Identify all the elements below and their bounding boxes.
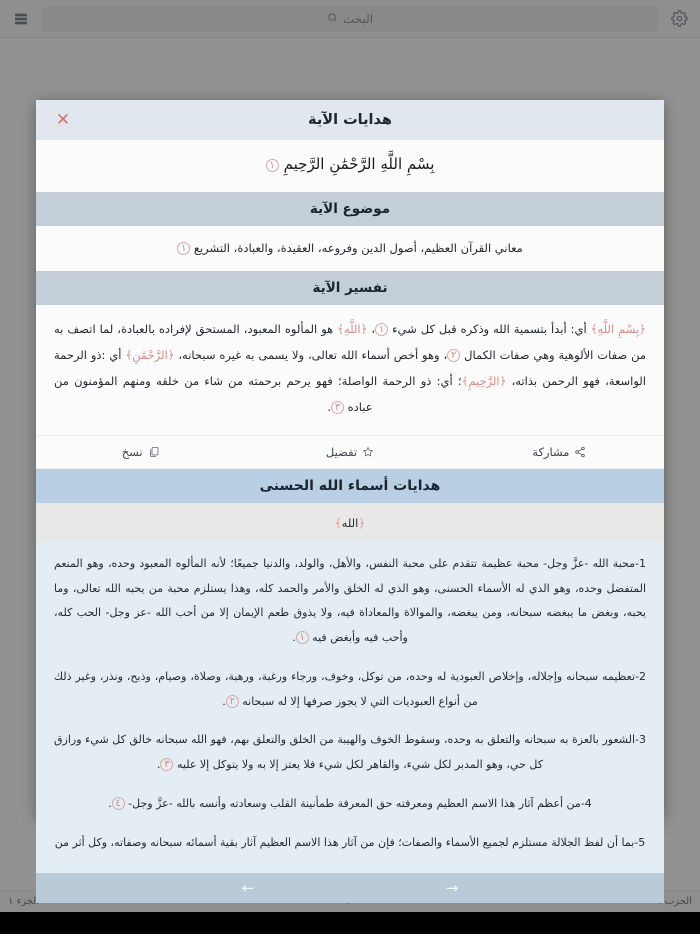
- section-body-tafsir: ﴿بِسْمِ اللَّهِ﴾ أي: أبدأ بتسمية الله وذكره قبل كل شيء ١، ﴿اللَّهِ﴾ هو المألوه المعبود، المستحق لإفراده بالعبادة، لما اتصف به من صفات الألوهية وهي صفات الكمال ٢، وهو أخص أسماء الله تعالى، ولا يسمى به غيره سبحانه، ﴿الرَّحْمَٰنِ﴾ أي :ذو الرحمة الواسعة، فهو الرحمن بذاته، ﴿الرَّحِيمِ﴾؛ أي: ذو الرحمة الواصلة؛ فهو يرحم برحمته من شاء من خلقه ومنهم المؤمنون من عباده ٣.: [36, 305, 664, 435]
- next-arrow-icon[interactable]: →: [445, 878, 459, 897]
- list-item: 5-بما أن لفظ الجلالة مستلزم لجميع الأسماء والصفات؛ فإن من آثار هذا الاسم العظيم آثار بقية أسمائه سبحانه وصفاته، وكل أثر من: [54, 835, 646, 849]
- divine-name-text: الله: [341, 515, 359, 530]
- copy-label: نسخ: [121, 444, 143, 459]
- share-label: مشاركة: [532, 444, 570, 459]
- home-indicator-bar: [0, 912, 700, 934]
- topic-ref-badge: ١: [177, 242, 190, 255]
- hidayat-list: [36, 542, 664, 874]
- section-heading-topic: موضوع الآية: [36, 192, 664, 226]
- favorite-label: تفضيل: [325, 444, 358, 459]
- reference-badge: ٣: [331, 401, 344, 414]
- list-item: 2-تعظيمه سبحانه وإجلاله، وإخلاص العبودية له وحده، من توكل، وخوف، ورجاء ورغبة، ورهبة، وصلاة، وصيام، وذبح، ونذر، وغير ذلك من أنواع العبوديات التي لا يجوز صرفها إلا له سبحانه ٢.: [54, 669, 646, 708]
- list-item: 3-الشعور بالعزة به سبحانه والتعلق به وحده، وسقوط الخوف والهيبة من الخلق والتعلق بهم، فهو الله سبحانه خالق كل شيء ورازق كل حي، وهو المدبر لكل شيء، والقاهر لكل شيء فلا يعتز إلا به ولا يتوكل إلا عليه ٣.: [54, 733, 646, 772]
- verse-row: [36, 140, 664, 192]
- copy-button[interactable]: [36, 445, 245, 459]
- section-heading-tafsir: تفسير الآية: [36, 271, 664, 305]
- copy-icon: [148, 446, 160, 458]
- verse-text: بِسْمِ اللَّهِ الرَّحْمَٰنِ الرَّحِيمِ: [283, 155, 435, 173]
- section-body-topic: [36, 226, 664, 272]
- list-item: 4-من أعظم آثار هذا الاسم العظيم ومعرفته حق المعرفة طمأنينة القلب وسعادته وأنسه بالله -عزَّ وجل- ٤.: [108, 796, 592, 810]
- close-icon[interactable]: ✕: [55, 110, 71, 130]
- favorite-button[interactable]: [245, 445, 454, 459]
- section-heading-hidayat: هدايات أسماء الله الحسنى: [36, 469, 664, 503]
- quran-fragment: ﴿بِسْمِ اللَّهِ﴾: [590, 322, 646, 337]
- action-toolbar: [36, 435, 664, 469]
- quran-fragment: ﴿الرَّحِيمِ﴾: [461, 374, 507, 389]
- topic-text: معاني القرآن العظيم، أصول الدين وفروعه، العقيدة، والعبادة، التشريع: [193, 240, 523, 255]
- reference-badge: ٣: [160, 758, 173, 771]
- modal-header: [36, 100, 664, 140]
- modal-footer-nav: [36, 873, 664, 903]
- ornament-close: ﴾: [334, 515, 342, 530]
- reference-badge: ٤: [112, 797, 125, 810]
- quran-fragment: ﴿الرَّحْمَٰنِ﴾: [125, 348, 175, 363]
- quran-fragment: ﴿اللَّهِ﴾: [337, 322, 368, 337]
- reference-badge: ٢: [447, 349, 460, 362]
- ayah-guidance-modal: [36, 100, 664, 897]
- ornament-open: ﴿: [358, 515, 366, 530]
- star-icon: [362, 446, 374, 458]
- page-title: هدايات الآية: [308, 112, 392, 128]
- prev-arrow-icon[interactable]: ←: [241, 878, 255, 897]
- reference-badge: ١: [375, 323, 388, 336]
- divine-name-row: [36, 503, 664, 542]
- reference-badge: ١: [296, 631, 309, 644]
- list-item: 1-محبة الله -عزَّ وجل- محبة عظيمة تتقدم على محبة النفس، والأهل، والولد، والدنيا جميعًا؛ لأنه المألوه المعبود وحده، وهو المنعم المتفضل وحده، وهو الذي له الأسماء الحسنى، وهو الذي له الخلق والأمر والحمد كله، وهذا يستلزم محبة من يحبه الله تعالى، وما يحبه، وبغض ما يبغضه سبحانه، ومن يبغضه، والموالاة والمعاداة فيه، ولا يذوق طعم الإيمان إلا من أحب الله -عز وجل- الحب كله، وأحب فيه وأبغض فيه ١.: [54, 556, 646, 645]
- reference-badge: ٢: [226, 695, 239, 708]
- modal-scroll-area[interactable]: [36, 140, 664, 873]
- divine-name-chip: [335, 516, 366, 530]
- verse-number-badge: ١: [266, 159, 279, 172]
- share-button[interactable]: [455, 445, 664, 459]
- share-icon: [574, 446, 586, 458]
